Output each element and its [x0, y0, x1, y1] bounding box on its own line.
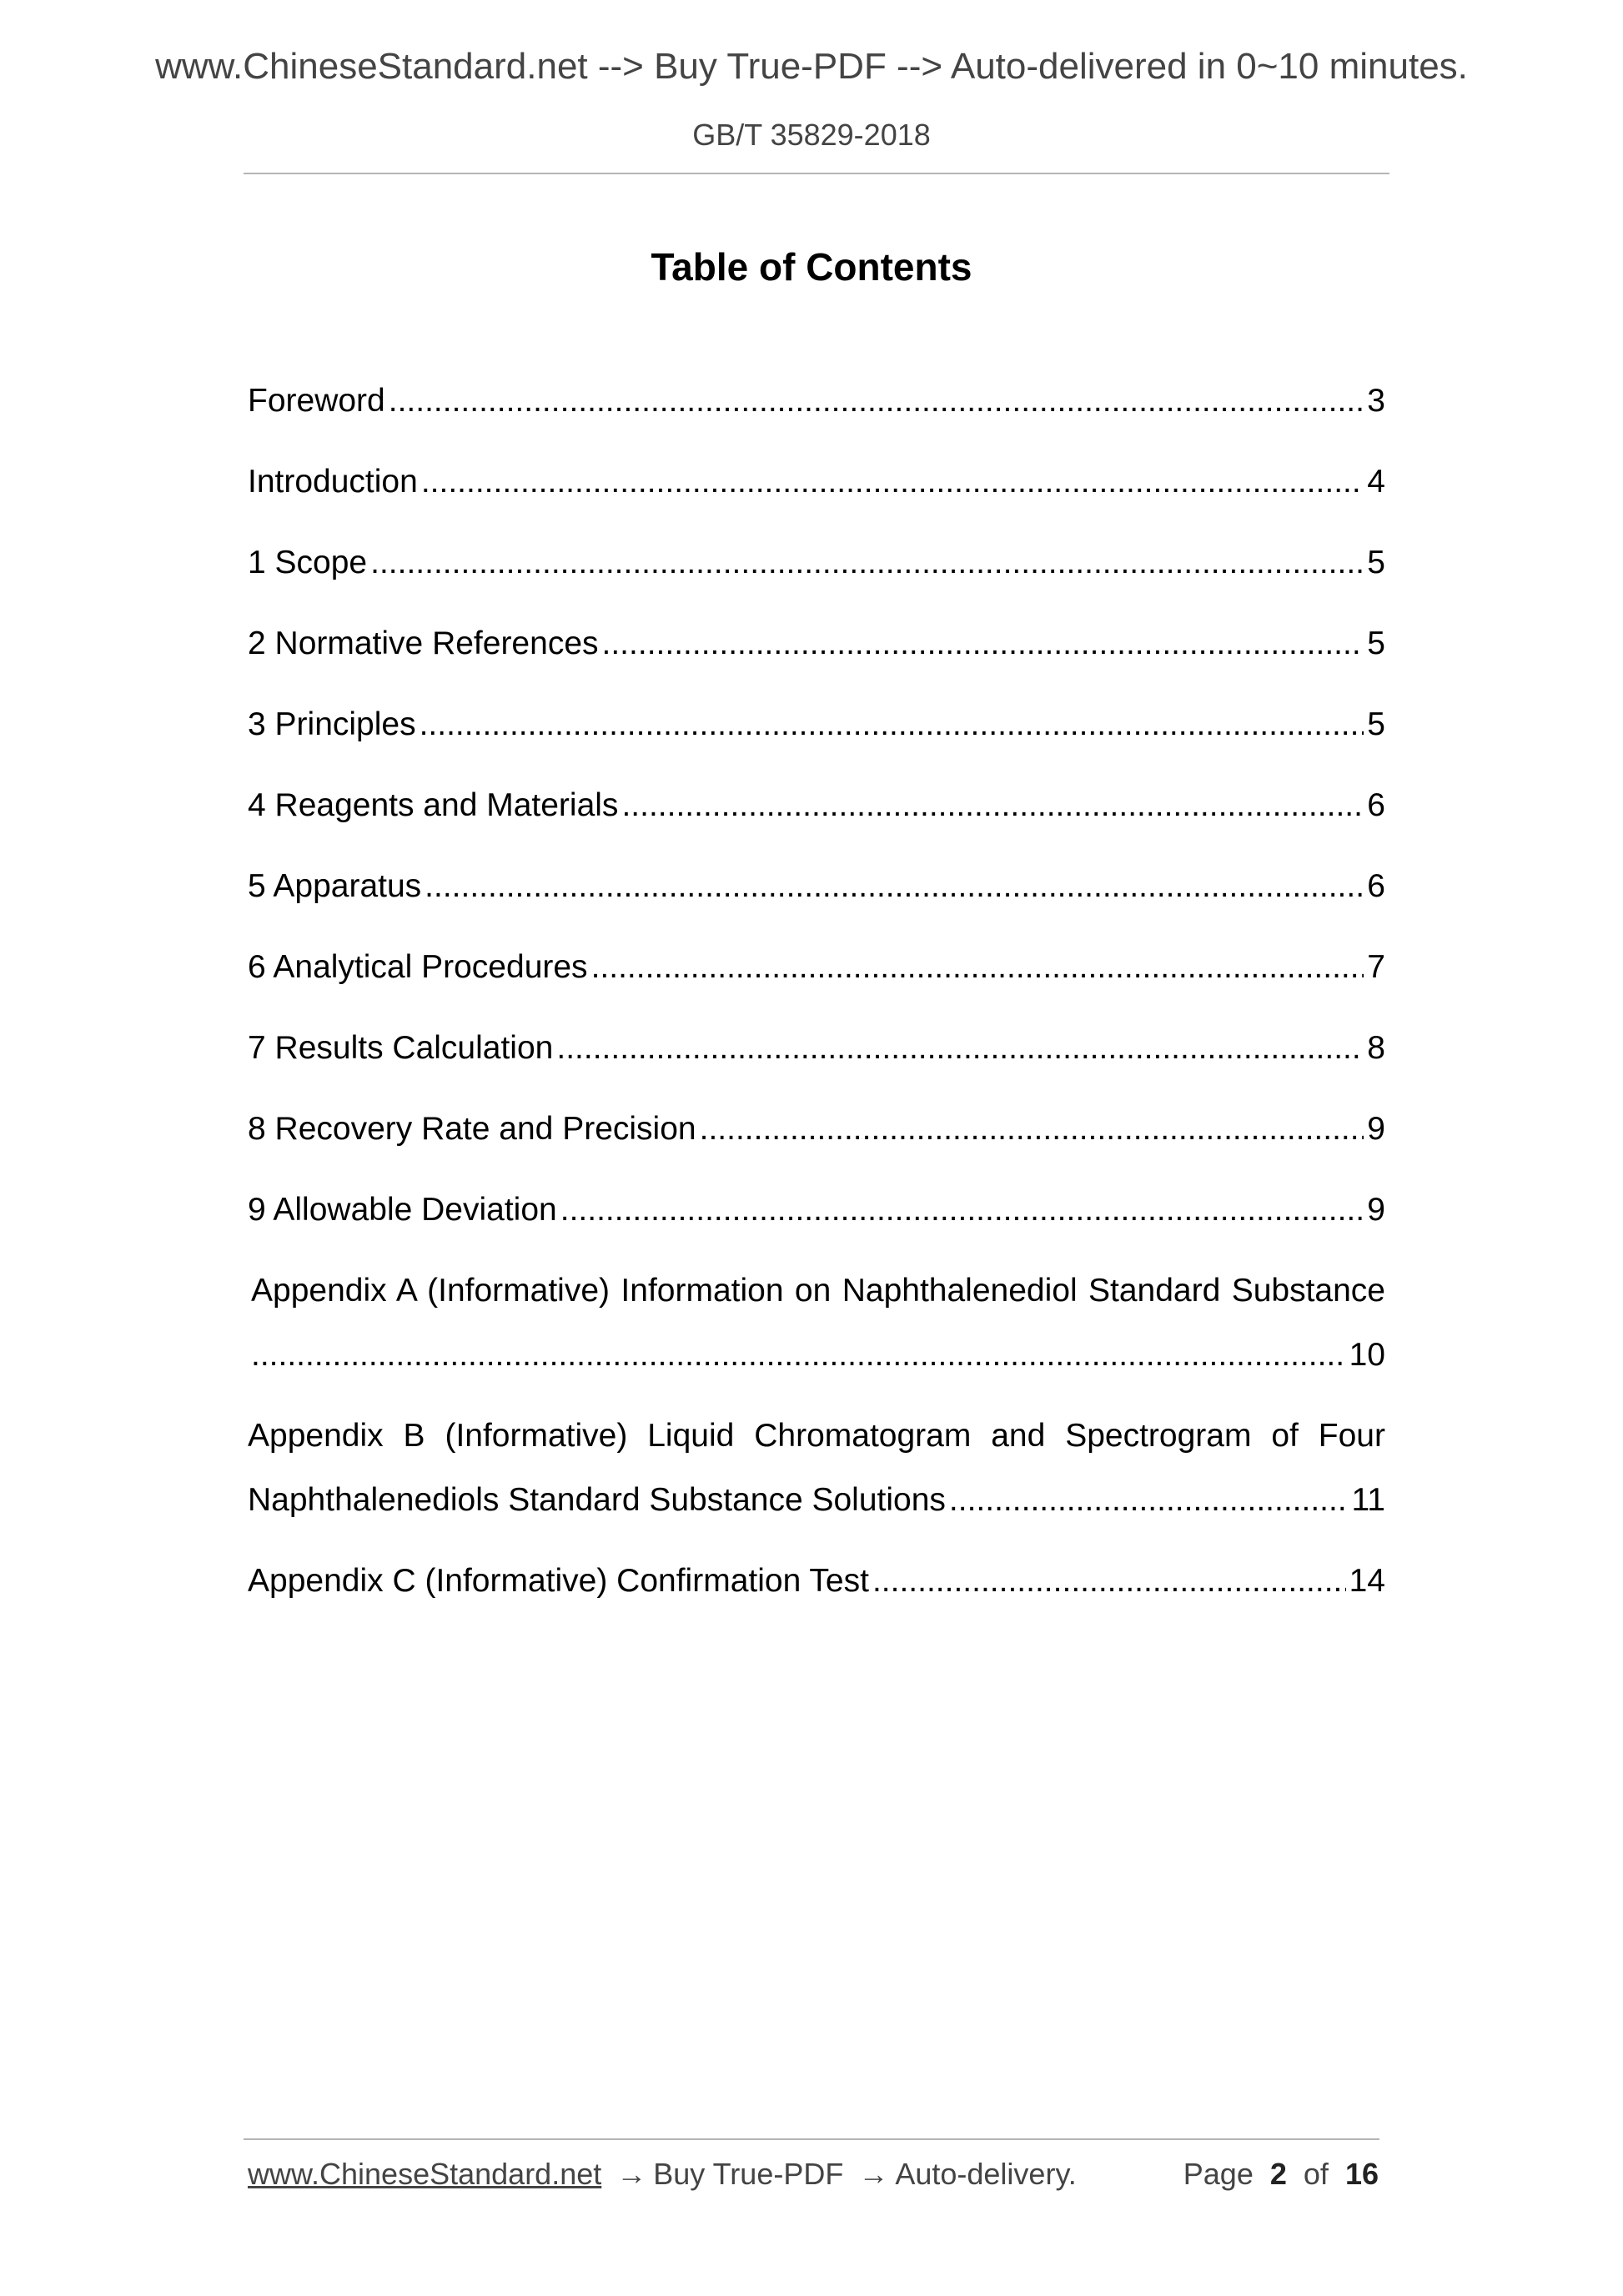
toc-label: 8 Recovery Rate and Precision [248, 1111, 696, 1147]
toc-entry-reagents-and-materials[interactable] [248, 781, 1385, 862]
toc-leader [560, 1185, 1364, 1235]
toc-page: 6 [1367, 787, 1385, 823]
toc-entry-appendix-b[interactable] [248, 1411, 1385, 1556]
toc-entry-apparatus[interactable] [248, 862, 1385, 942]
toc-label: Appendix C (Informative) Confirmation Test [248, 1563, 869, 1599]
toc-leader [700, 1104, 1364, 1154]
header-divider [244, 173, 1389, 174]
standard-code: GB/T 35829-2018 [692, 118, 931, 152]
footer-divider [244, 2138, 1379, 2140]
toc-label: 5 Apparatus [248, 868, 422, 904]
toc-page: 10 [1349, 1337, 1385, 1373]
toc-page: 9 [1367, 1192, 1385, 1228]
toc-page: 5 [1367, 625, 1385, 661]
toc-page: 5 [1367, 706, 1385, 742]
toc-entry-foreword[interactable] [248, 376, 1385, 457]
toc-label: 2 Normative References [248, 625, 599, 661]
toc-label: 9 Allowable Deviation [248, 1192, 557, 1228]
footer-site-link[interactable]: www.ChineseStandard.net [248, 2157, 602, 2191]
toc-leader [425, 862, 1364, 912]
of-word: of [1303, 2157, 1329, 2191]
footer-delivery-text: Auto-delivery. [895, 2157, 1077, 2191]
toc-entry-appendix-a[interactable] [248, 1266, 1385, 1411]
toc-label: Foreword [248, 383, 385, 419]
toc-entry-principles[interactable] [248, 700, 1385, 781]
toc-page: 8 [1367, 1030, 1385, 1066]
top-banner: www.ChineseStandard.net --> Buy True-PDF --> Auto-delivered in 0~10 minutes. [155, 46, 1468, 87]
page-word: Page [1183, 2157, 1254, 2191]
toc-page: 4 [1367, 464, 1385, 500]
toc-entry-recovery-rate-and-precision[interactable] [248, 1104, 1385, 1185]
page-title: Table of Contents [651, 245, 972, 289]
page-number [1183, 2155, 1379, 2193]
toc-leader [370, 538, 1364, 588]
toc-leader [421, 457, 1364, 507]
toc-label: 7 Results Calculation [248, 1030, 554, 1066]
toc-entry-normative-references[interactable] [248, 619, 1385, 700]
toc-page: 11 [1351, 1482, 1385, 1518]
toc-label: 3 Principles [248, 706, 416, 742]
toc-leader [389, 376, 1364, 426]
toc-leader [556, 1023, 1364, 1073]
toc-page: 5 [1367, 545, 1385, 580]
toc-entry-allowable-deviation[interactable] [248, 1185, 1385, 1266]
toc-leader [872, 1556, 1346, 1606]
toc-page: 6 [1367, 868, 1385, 904]
toc-entry-appendix-c[interactable] [248, 1556, 1385, 1637]
toc-entry-scope[interactable] [248, 538, 1385, 619]
footer-buy-text: Buy True-PDF [653, 2157, 844, 2191]
toc-leader [251, 1330, 1346, 1380]
toc-entry-appendix-a-line2 [248, 1330, 1385, 1411]
toc-label: Appendix A (Informative) Information on Naphthalenediol Standard Substance [251, 1273, 1385, 1309]
arrow-right-icon: → [616, 2157, 647, 2191]
toc-leader [602, 619, 1364, 669]
toc-entry-analytical-procedures[interactable] [248, 942, 1385, 1023]
toc-label: 6 Analytical Procedures [248, 949, 588, 985]
toc-leader [621, 781, 1364, 831]
toc-leader [420, 700, 1364, 750]
toc-entry-appendix-b-line2 [248, 1475, 1385, 1556]
toc-label: Appendix B (Informative) Liquid Chromatogram and Spectrogram of Four [248, 1418, 1385, 1454]
toc-entry-introduction[interactable] [248, 457, 1385, 538]
toc-page: 9 [1367, 1111, 1385, 1147]
toc-label: 4 Reagents and Materials [248, 787, 619, 823]
toc-entry-results-calculation[interactable] [248, 1023, 1385, 1104]
toc-leader [591, 942, 1364, 992]
toc-page: 3 [1367, 383, 1385, 419]
total-pages: 16 [1344, 2157, 1379, 2191]
toc-label: Introduction [248, 464, 418, 500]
toc-leader [949, 1475, 1349, 1525]
arrow-right-icon: → [858, 2157, 889, 2191]
footer-promo [248, 2155, 1077, 2193]
toc-label: 1 Scope [248, 545, 368, 580]
toc-page: 7 [1367, 949, 1385, 985]
toc-label-continued: Naphthalenediols Standard Substance Solutions [248, 1482, 946, 1518]
toc-page: 14 [1349, 1563, 1385, 1599]
current-page: 2 [1269, 2157, 1287, 2191]
table-of-contents [248, 376, 1385, 1637]
